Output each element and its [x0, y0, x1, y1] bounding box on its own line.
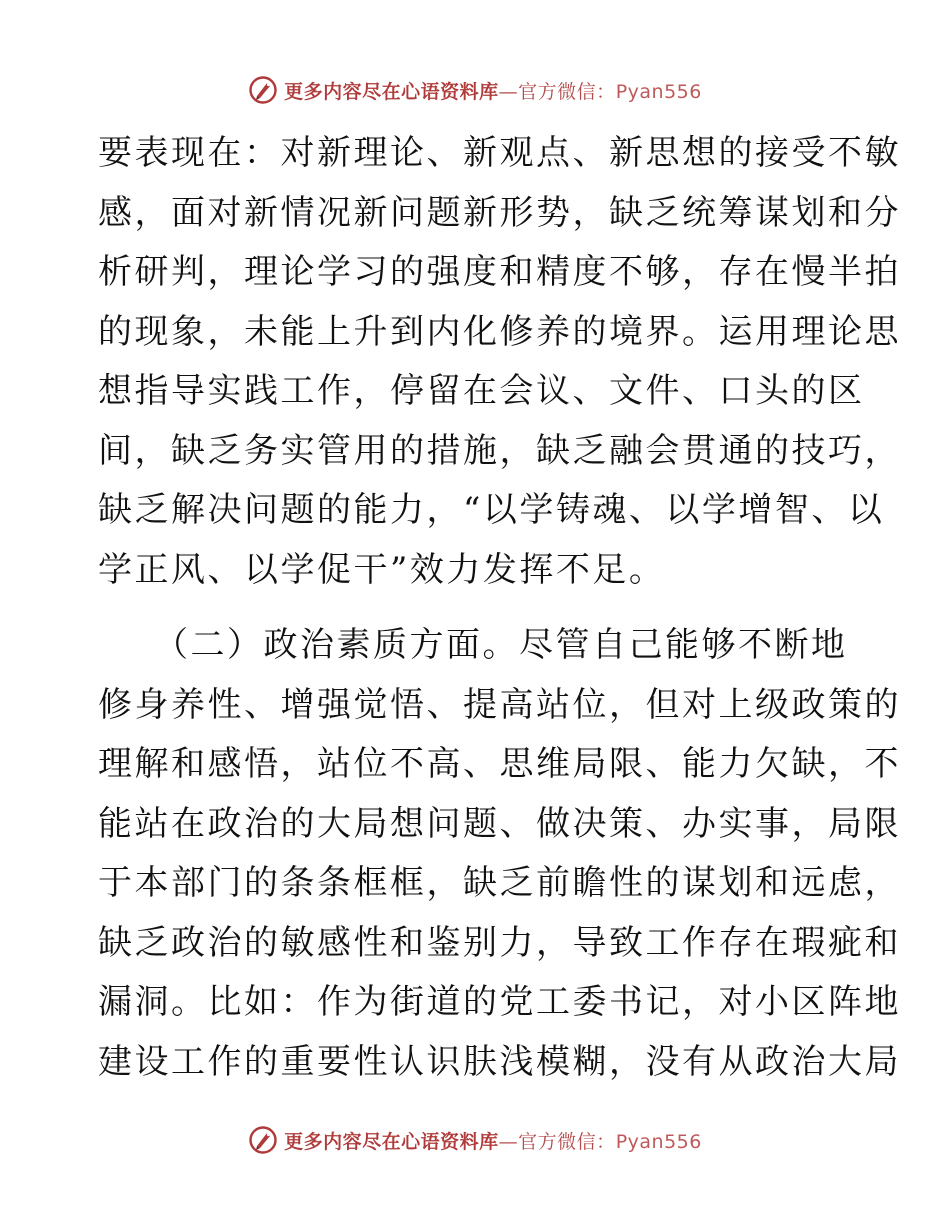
paragraph-1 [98, 124, 901, 600]
text-line: 想指导实践工作，停留在会议、文件、口头的区 [98, 371, 865, 411]
text-line: 要表现在：对新理论、新观点、新思想的接受不敏 [98, 133, 901, 173]
header-watermark-banner [0, 70, 950, 110]
text-line: 理解和感悟，站位不高、思维局限、能力欠缺，不 [98, 744, 901, 784]
text-line: 建设工作的重要性认识肤浅模糊，没有从政治大局 [98, 1041, 901, 1082]
text-line: （二）政治素质方面。尽管自己能够不断地 [98, 625, 848, 665]
text-line: 缺乏政治的敏感性和鉴别力，导致工作存在瑕疵和 [98, 922, 901, 963]
document-body [98, 124, 901, 1092]
text-line: 的现象，未能上升到内化修养的境界。运用理论思 [98, 311, 901, 352]
wechat-label: 官方微信： [518, 1130, 616, 1153]
wechat-handle: Pyan556 [615, 1130, 702, 1153]
text-line: 漏洞。比如：作为街道的党工委书记，对小区阵地 [98, 982, 901, 1022]
text-line: 感，面对新情况新问题新形势，缺乏统筹谋划和分 [98, 192, 901, 233]
watermark-text [284, 77, 702, 104]
site-name: 更多内容尽在心语资料库 [284, 1130, 499, 1153]
banner-dash: — [498, 1130, 519, 1153]
paragraph-2 [98, 616, 901, 1092]
text-line: 修身养性、增强觉悟、提高站位，但对上级政策的 [98, 684, 901, 725]
site-name: 更多内容尽在心语资料库 [284, 80, 499, 103]
pen-nib-seal-icon [248, 1125, 278, 1155]
text-line: 间，缺乏务实管用的措施，缺乏融会贯通的技巧， [98, 430, 901, 471]
text-line: 学正风、以学促干”效力发挥不足。 [98, 549, 666, 590]
footer-watermark-banner [0, 1120, 950, 1160]
text-line: 析研判，理论学习的强度和精度不够，存在慢半拍 [98, 252, 901, 292]
banner-dash: — [498, 80, 519, 103]
wechat-handle: Pyan556 [615, 80, 702, 103]
text-line: 能站在政治的大局想问题、做决策、办实事，局限 [98, 803, 901, 844]
text-line: 缺乏解决问题的能力，“以学铸魂、以学增智、以 [98, 490, 885, 530]
text-line: 于本部门的条条框框，缺乏前瞻性的谋划和远虑， [98, 863, 901, 903]
wechat-label: 官方微信： [518, 80, 616, 103]
watermark-text [284, 1127, 702, 1154]
pen-nib-seal-icon [248, 75, 278, 105]
